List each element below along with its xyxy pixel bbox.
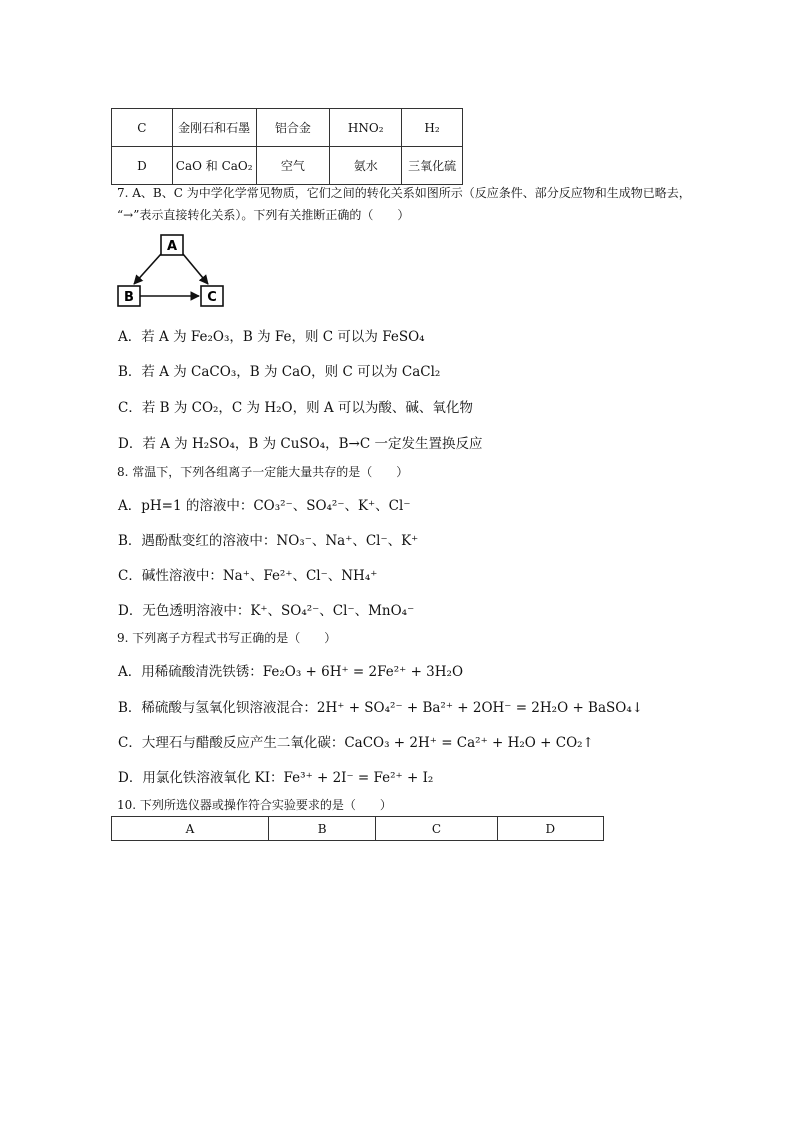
q9-option-b: B．稀硫酸与氢氧化钡溶液混合：2H⁺ + SO₄²⁻ + Ba²⁺ + 2OH⁻ = 2H₂O + BaSO₄↓	[118, 700, 644, 716]
table-row	[112, 817, 604, 841]
q10-options-table	[111, 816, 604, 841]
arrow-a-to-c	[183, 254, 208, 284]
table-cell: H₂	[402, 109, 463, 147]
node-c-label: C	[207, 290, 217, 305]
conversion-diagram	[112, 232, 228, 312]
q9-option-a: A．用稀硫酸清洗铁锈：Fe₂O₃ + 6H⁺ = 2Fe²⁺ + 3H₂O	[118, 664, 464, 680]
q8-option-c: C．碱性溶液中：Na⁺、Fe²⁺、Cl⁻、NH₄⁺	[118, 568, 378, 584]
table-cell: 铝合金	[256, 109, 330, 147]
q9-stem: 9. 下列离子方程式书写正确的是（ ）	[117, 631, 337, 645]
table-cell: CaO 和 CaO₂	[172, 147, 256, 185]
table-cell: 三氧化硫	[402, 147, 463, 185]
q7-stem-line2: “→”表示直接转化关系）。下列有关推断正确的（ ）	[117, 208, 410, 222]
table-row	[112, 109, 463, 147]
table-cell: 金刚石和石墨	[172, 109, 256, 147]
q8-option-b: B．遇酚酞变红的溶液中：NO₃⁻、Na⁺、Cl⁻、K⁺	[118, 533, 419, 549]
q8-option-d: D．无色透明溶液中：K⁺、SO₄²⁻、Cl⁻、MnO₄⁻	[118, 603, 415, 619]
q9-option-d: D．用氯化铁溶液氧化 KI：Fe³⁺ + 2I⁻ = Fe²⁺ + I₂	[118, 770, 434, 786]
arrow-a-to-b	[134, 254, 161, 284]
node-b-label: B	[124, 290, 134, 305]
table-cell: D	[112, 147, 173, 185]
table-cell: 空气	[256, 147, 330, 185]
classification-table	[111, 108, 463, 185]
table-cell: C	[112, 109, 173, 147]
table-header-cell: A	[112, 817, 269, 841]
table-row	[112, 147, 463, 185]
q8-stem: 8. 常温下，下列各组离子一定能大量共存的是（ ）	[117, 465, 409, 479]
table-header-cell: D	[497, 817, 603, 841]
q7-option-d: D．若 A 为 H₂SO₄，B 为 CuSO₄，B→C 一定发生置换反应	[118, 436, 483, 452]
table-header-cell: B	[269, 817, 376, 841]
q7-option-b: B．若 A 为 CaCO₃，B 为 CaO，则 C 可以为 CaCl₂	[118, 364, 441, 380]
q7-stem-line1: 7. A、B、C 为中学化学常见物质，它们之间的转化关系如图所示（反应条件、部分反应物和生成物已略去，	[117, 186, 691, 200]
q7-option-a: A．若 A 为 Fe₂O₃，B 为 Fe，则 C 可以为 FeSO₄	[118, 329, 425, 345]
q10-stem: 10. 下列所选仪器或操作符合实验要求的是（ ）	[117, 798, 392, 812]
q9-option-c: C．大理石与醋酸反应产生二氧化碳：CaCO₃ + 2H⁺ = Ca²⁺ + H₂O + CO₂↑	[118, 735, 594, 751]
table-cell: HNO₂	[330, 109, 402, 147]
q8-option-a: A．pH=1 的溶液中：CO₃²⁻、SO₄²⁻、K⁺、Cl⁻	[118, 498, 411, 514]
table-cell: 氨水	[330, 147, 402, 185]
node-a-label: A	[166, 239, 178, 254]
table-header-cell: C	[376, 817, 497, 841]
q7-option-c: C．若 B 为 CO₂，C 为 H₂O，则 A 可以为酸、碱、氧化物	[118, 400, 473, 416]
